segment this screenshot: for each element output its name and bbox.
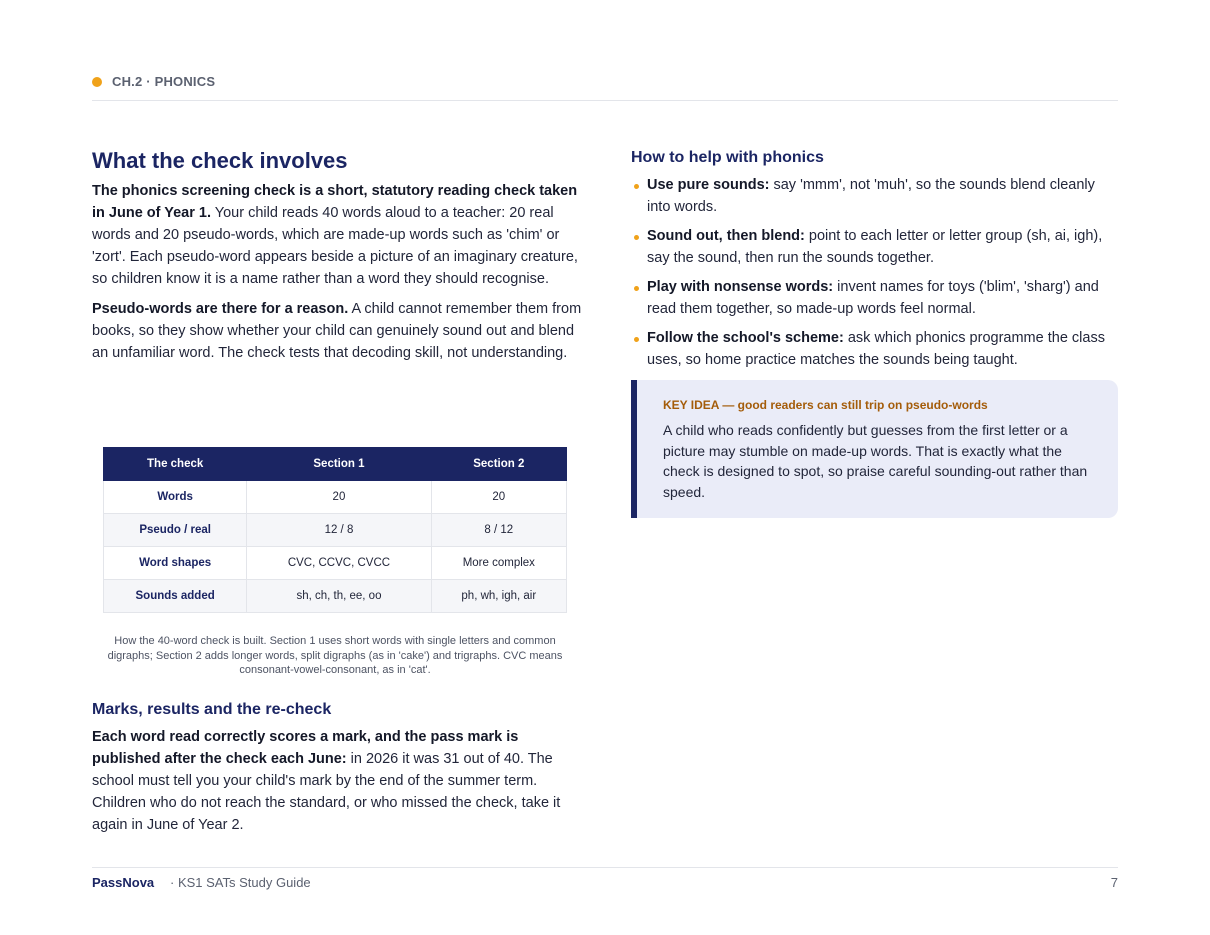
- list-item: [631, 327, 1119, 371]
- intro-lead: The phonics screening check is a short, statutory reading check taken in June of Year 1.: [92, 183, 578, 221]
- bullet-icon: [634, 184, 639, 189]
- table-cell: 12 / 8: [247, 514, 431, 547]
- list-item: [631, 174, 1119, 218]
- section-heading: What the check involves: [92, 148, 348, 173]
- pseudo-body: A child cannot remember them from books, so they show whether your child can genuinely sound out and blend an unfamiliar word. The check tests that decoding skill, not understanding.: [92, 301, 582, 361]
- footer-guide-title: · KS1 SATs Study Guide: [170, 875, 311, 890]
- check-structure-table: [103, 447, 567, 613]
- left-column: [92, 146, 582, 364]
- marks-section: [92, 699, 582, 836]
- table-row-label: Sounds added: [104, 580, 247, 613]
- tip-lead: Play with nonsense words:: [647, 279, 834, 295]
- footer-brand: PassNova: [92, 875, 155, 890]
- bullet-icon: [634, 337, 639, 342]
- tip-lead: Use pure sounds:: [647, 177, 770, 193]
- page-header: [92, 74, 1118, 101]
- table-cell: ph, wh, igh, air: [431, 580, 566, 613]
- tip-lead: Sound out, then blend:: [647, 228, 805, 244]
- bullet-icon: [634, 286, 639, 291]
- table-row: [104, 514, 567, 547]
- intro-paragraph: [92, 180, 582, 290]
- list-item: [631, 276, 1119, 320]
- table-cell: 20: [247, 481, 431, 514]
- table-header-cell: The check: [104, 448, 247, 481]
- marks-heading: Marks, results and the re-check: [92, 701, 332, 718]
- table-cell: sh, ch, th, ee, oo: [247, 580, 431, 613]
- tips-list: [631, 174, 1119, 371]
- marks-paragraph: [92, 726, 582, 836]
- intro-body: Your child reads 40 words aloud to a teacher: 20 real words and 20 pseudo-words, which are made-up words such as 'chim' or 'zort'. Each pseudo-word appears beside a picture of an imaginary creature, so children know it is a name rather than a word they should recognise.: [92, 205, 578, 287]
- check-table-wrap: [103, 447, 567, 613]
- table-row-label: Words: [104, 481, 247, 514]
- table-row: [104, 547, 567, 580]
- table-row: [104, 580, 567, 613]
- key-idea-callout: [631, 380, 1118, 518]
- table-cell: More complex: [431, 547, 566, 580]
- list-item: [631, 225, 1119, 269]
- callout-kicker: KEY IDEA — good readers can still trip on pseudo-words: [663, 398, 988, 412]
- help-heading: How to help with phonics: [631, 149, 824, 166]
- table-header-row: [104, 448, 567, 481]
- chapter-dot-icon: [92, 77, 102, 87]
- page-footer: [92, 867, 1118, 891]
- tip-lead: Follow the school's scheme:: [647, 330, 844, 346]
- page-number: 7: [1110, 875, 1118, 890]
- table-row-label: Pseudo / real: [104, 514, 247, 547]
- tip-body: invent names for toys ('blim', 'sharg') and read them together, so made-up words feel normal.: [647, 279, 1099, 317]
- marks-body: in 2026 it was 31 out of 40. The school must tell you your child's mark by the end of the summer term. Children who do not reach the standard, or who missed the check, take it again in June of Year 2.: [92, 751, 561, 833]
- chapter-label: CH.2 · PHONICS: [112, 74, 216, 89]
- table-row-label: Word shapes: [104, 547, 247, 580]
- pseudo-words-paragraph: [92, 298, 582, 364]
- tip-body: ask which phonics programme the class uses, so home practice matches the sounds being taught.: [647, 330, 1105, 368]
- pseudo-lead: Pseudo-words are there for a reason.: [92, 301, 349, 317]
- table-header-cell: Section 1: [247, 448, 431, 481]
- table-cell: 8 / 12: [431, 514, 566, 547]
- right-column: [631, 147, 1119, 378]
- table-cell: 20: [431, 481, 566, 514]
- bullet-icon: [634, 235, 639, 240]
- table-caption: How the 40-word check is built. Section 1 uses short words with single letters and common digraphs; Section 2 adds longer words, split digraphs (as in 'cake') and trigraphs. CVC means consonant-vowel-consonant, as in 'cat'.: [107, 635, 563, 676]
- tip-body: point to each letter or letter group (sh, ai, igh), say the sound, then run the sounds together.: [647, 228, 1103, 266]
- callout-body: A child who reads confidently but guesses from the first letter or a picture may stumble on made-up words. That is exactly what the check is designed to spot, so praise careful sounding-out rather than speed.: [663, 422, 1088, 500]
- table-cell: CVC, CCVC, CVCC: [247, 547, 431, 580]
- tip-body: say 'mmm', not 'muh', so the sounds blend cleanly into words.: [647, 177, 1095, 215]
- table-header-cell: Section 2: [431, 448, 566, 481]
- marks-lead: Each word read correctly scores a mark, and the pass mark is published after the check each June:: [92, 729, 519, 767]
- table-row: [104, 481, 567, 514]
